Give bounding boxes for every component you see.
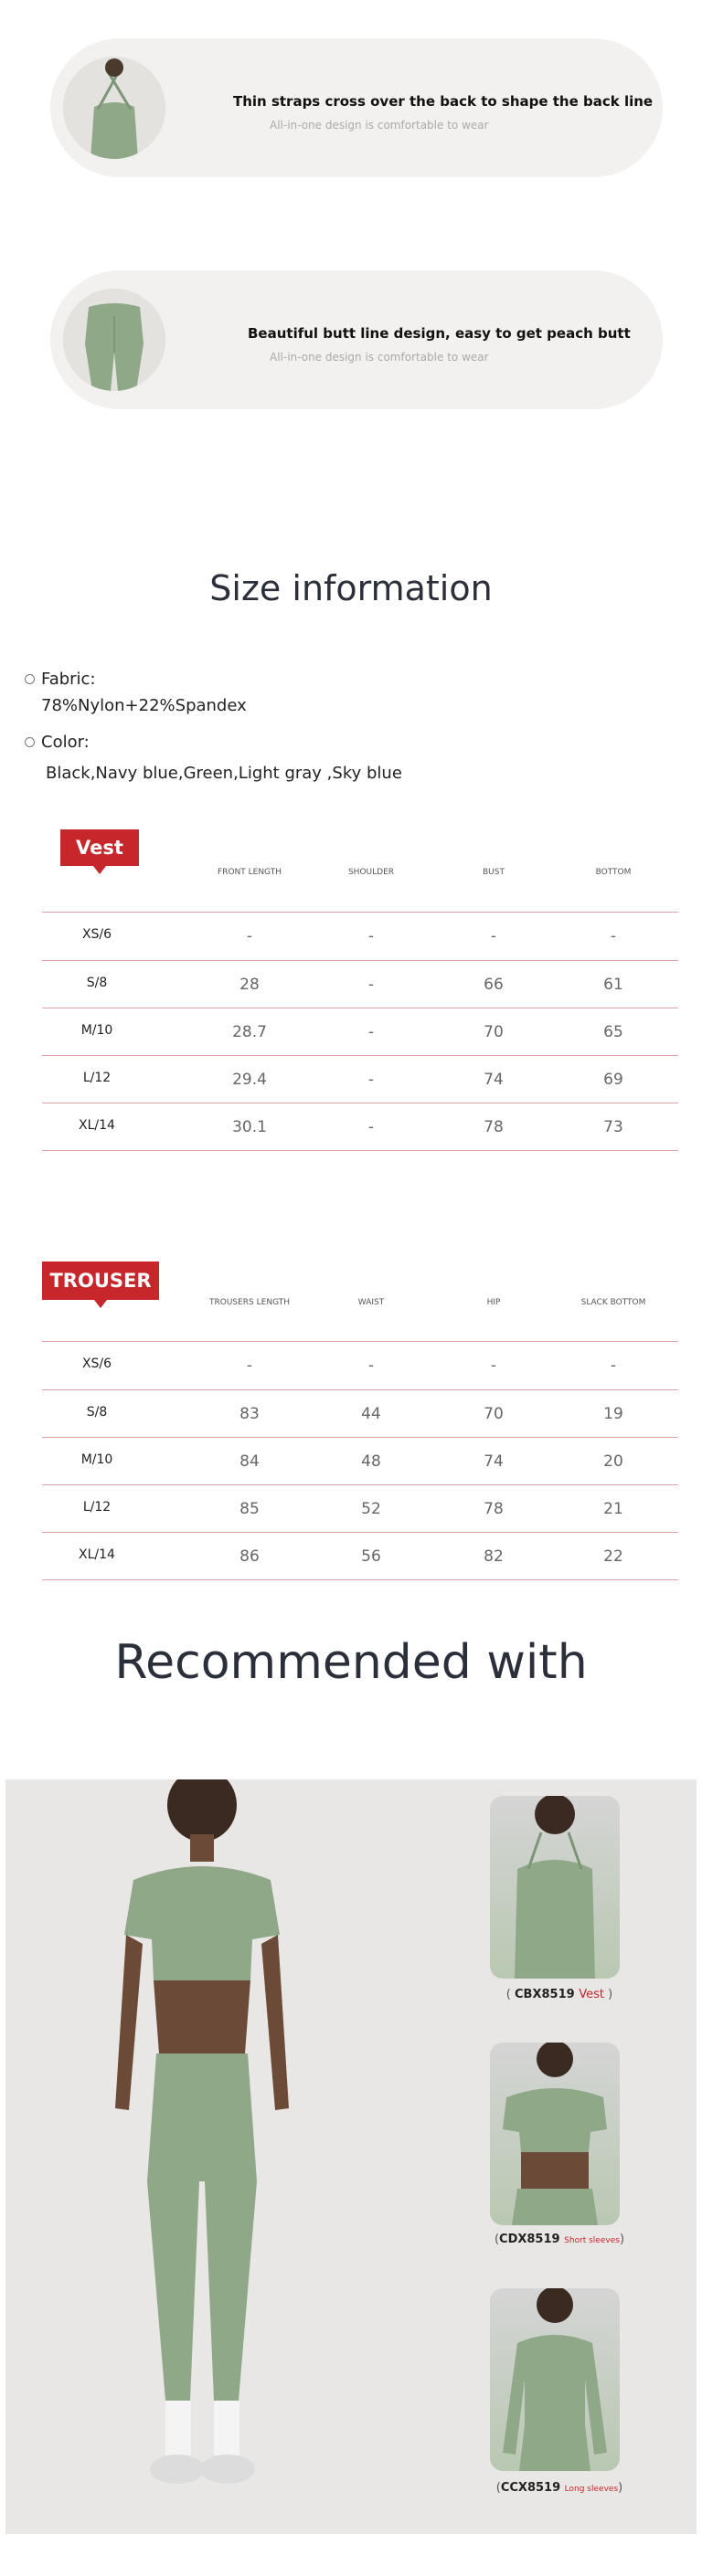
value-cell: 30.1 — [232, 1118, 267, 1136]
size-cell: M/10 — [80, 1023, 113, 1038]
vest-row — [42, 1008, 678, 1056]
vest-row — [42, 1056, 678, 1103]
trouser-row — [42, 1485, 678, 1533]
value-cell: 74 — [484, 1071, 504, 1089]
vest-tag: Vest — [60, 829, 139, 866]
color-label: Color: — [41, 733, 90, 752]
trouser-row — [42, 1390, 678, 1438]
value-cell: 19 — [603, 1405, 623, 1423]
vest-row — [42, 1103, 678, 1151]
value-cell: 69 — [603, 1071, 623, 1089]
value-cell: 65 — [603, 1023, 623, 1041]
vest-row — [42, 961, 678, 1008]
value-cell: 84 — [239, 1452, 260, 1471]
value-cell: 85 — [239, 1500, 260, 1518]
value-cell: 70 — [484, 1405, 504, 1423]
value-cell: 78 — [484, 1118, 504, 1136]
size-cell: XS/6 — [81, 927, 112, 942]
feature-pill-back-straps — [50, 38, 663, 177]
value-cell: 66 — [484, 976, 504, 994]
size-cell: XL/14 — [79, 1118, 115, 1133]
trouser-row — [42, 1438, 678, 1485]
size-cell: L/12 — [82, 1071, 112, 1085]
recommended-card-vest[interactable] — [490, 1796, 620, 1979]
value-cell: 83 — [239, 1405, 260, 1423]
value-cell: 52 — [361, 1500, 381, 1518]
value-cell: 74 — [484, 1452, 504, 1471]
color-bullet — [25, 737, 35, 747]
vest-header-bust: BUST — [483, 868, 505, 877]
value-cell: - — [490, 927, 497, 945]
value-cell: - — [610, 927, 617, 945]
vest-header-bottom: BOTTOM — [595, 868, 632, 877]
trouser-row — [42, 1533, 678, 1580]
feature-subtitle: All-in-one design is comfortable to wear — [270, 351, 489, 364]
value-cell: 73 — [603, 1118, 623, 1136]
recommended-caption-vest: ( CBX8519 Vest ) — [505, 1988, 613, 2001]
item-code: CBX8519 — [515, 1988, 575, 2001]
value-cell: 22 — [603, 1547, 623, 1566]
recommended-title: Recommended with — [114, 1635, 588, 1690]
fabric-label: Fabric: — [41, 670, 96, 689]
value-cell: - — [367, 1357, 375, 1375]
trouser-divider — [42, 1579, 678, 1580]
value-cell: - — [246, 927, 253, 945]
value-cell: 28.7 — [232, 1023, 267, 1041]
vest-header-front-length: FRONT LENGTH — [218, 868, 282, 877]
item-code: CCX8519 — [500, 2481, 561, 2495]
vest-header-shoulder: SHOULDER — [347, 868, 395, 877]
trouser-tag: TROUSER — [42, 1262, 159, 1300]
value-cell: - — [367, 1023, 375, 1041]
feature-title: Beautiful butt line design, easy to get peach butt — [248, 325, 631, 342]
vest-row — [42, 913, 678, 960]
value-cell: 70 — [484, 1023, 504, 1041]
trouser-header-waist: WAIST — [357, 1298, 385, 1307]
value-cell: - — [367, 976, 375, 994]
value-cell: 82 — [484, 1547, 504, 1566]
value-cell: - — [610, 1357, 617, 1375]
trouser-row — [42, 1342, 678, 1389]
value-cell: 86 — [239, 1547, 260, 1566]
value-cell: - — [246, 1357, 253, 1375]
butt-line-image — [63, 289, 165, 391]
size-information-title: Size information — [209, 568, 493, 608]
value-cell: 44 — [361, 1405, 381, 1423]
item-label: Short sleeves — [564, 2236, 620, 2245]
size-cell: S/8 — [86, 976, 108, 990]
value-cell: 21 — [603, 1500, 623, 1518]
color-value: Black,Navy blue,Green,Light gray ,Sky blue — [46, 764, 402, 783]
value-cell: - — [367, 1118, 375, 1136]
feature-subtitle: All-in-one design is comfortable to wear — [270, 119, 489, 132]
feature-title: Thin straps cross over the back to shape the back line — [233, 93, 654, 110]
value-cell: 48 — [361, 1452, 381, 1471]
value-cell: 29.4 — [232, 1071, 267, 1089]
vest-divider — [42, 1150, 678, 1151]
item-label: Long sleeves — [564, 2485, 619, 2494]
trouser-header-length: TROUSERS LENGTH — [208, 1298, 290, 1307]
recommended-card-short-sleeves[interactable] — [490, 2043, 620, 2225]
size-cell: S/8 — [86, 1405, 108, 1420]
size-cell: M/10 — [80, 1452, 113, 1467]
fabric-value: 78%Nylon+22%Spandex — [41, 696, 247, 715]
value-cell: - — [367, 1071, 375, 1089]
item-label: Vest — [579, 1988, 604, 2001]
value-cell: 61 — [603, 976, 623, 994]
value-cell: 56 — [361, 1547, 381, 1566]
feature-pill-butt-line — [50, 270, 663, 409]
trouser-header-hip: HIP — [486, 1298, 501, 1307]
item-code: CDX8519 — [499, 2233, 560, 2246]
recommended-card-long-sleeves[interactable] — [490, 2288, 620, 2471]
trouser-header-slack-bottom: SLACK BOTTOM — [580, 1298, 646, 1307]
size-cell: L/12 — [82, 1500, 112, 1515]
recommended-caption-short-sleeves: (CDX8519 Short sleeves) — [494, 2233, 625, 2246]
back-straps-image — [63, 57, 165, 159]
recommended-caption-long-sleeves: (CCX8519 Long sleeves) — [495, 2481, 623, 2495]
size-cell: XS/6 — [81, 1357, 112, 1371]
value-cell: 28 — [239, 976, 260, 994]
value-cell: 20 — [603, 1452, 623, 1471]
value-cell: 78 — [484, 1500, 504, 1518]
fabric-bullet — [25, 674, 35, 684]
value-cell: - — [367, 927, 375, 945]
value-cell: - — [490, 1357, 497, 1375]
size-cell: XL/14 — [79, 1547, 115, 1562]
